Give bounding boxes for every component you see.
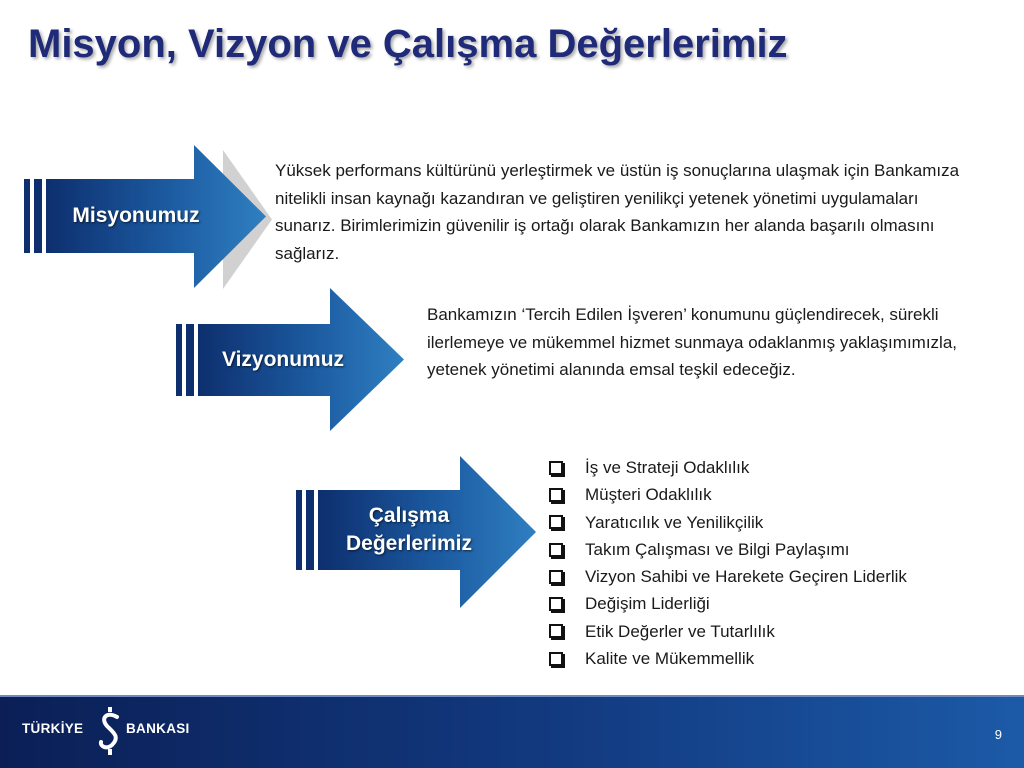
vision-label: Vizyonumuz <box>221 348 345 371</box>
checkbox-icon <box>549 570 563 584</box>
list-item <box>546 536 907 563</box>
values-arrow <box>296 456 541 608</box>
list-item <box>546 590 907 617</box>
checkbox-icon <box>549 515 563 529</box>
list-item-label: Yaratıcılık ve Yenilikçilik <box>585 512 764 532</box>
values-label <box>318 490 500 570</box>
vision-text: Bankamızın ‘Tercih Edilen İşveren’ konumunu güçlendirecek, sürekli ilerlemeye ve mükemmel hizmet sunmaya odaklanmış yaklaşımımızla, yetenek yönetimi alanında emsal teşkil edeceğiz. <box>427 305 958 379</box>
vision-arrow <box>176 288 416 431</box>
checkbox-icon <box>549 543 563 557</box>
list-item-label: Takım Çalışması ve Bilgi Paylaşımı <box>585 539 850 559</box>
list-item-label: Kalite ve Mükemmellik <box>585 649 755 669</box>
list-item-label: İş ve Strateji Odaklılık <box>585 458 750 477</box>
logo-text-right: BANKASI <box>126 721 190 736</box>
bank-emblem-icon <box>95 707 125 755</box>
list-item <box>546 481 907 508</box>
page-number: 9 <box>994 727 1002 742</box>
list-item <box>546 454 907 481</box>
list-item <box>546 618 907 645</box>
checkbox-icon <box>549 461 563 475</box>
footer-divider <box>0 695 1024 697</box>
checkbox-icon <box>549 597 563 611</box>
checkbox-icon <box>549 488 563 502</box>
list-item-label: Vizyon Sahibi ve Harekete Geçiren Liderlik <box>585 567 907 587</box>
list-item-label: Müşteri Odaklılık <box>585 485 712 505</box>
mission-text: Yüksek performans kültürünü yerleştirmek ve üstün iş sonuçlarına ulaşmak için Bankamıza nitelikli insan kaynağı kazandıran ve geliştiren yenilikçi yetenek yönetimi uygulamaları sunarız. Birimlerimizin güvenilir iş ortağı olarak Bankamızın her alanda başarılı olmasını sağlarız. <box>275 161 960 263</box>
page-title: Misyon, Vizyon ve Çalışma Değerlerimiz <box>28 22 788 66</box>
list-item-label: Değişim Liderliği <box>585 594 710 614</box>
checkbox-icon <box>549 652 563 666</box>
list-item <box>546 509 907 536</box>
values-label-line1: Çalışma <box>368 504 450 527</box>
values-list <box>546 454 907 672</box>
mission-label: Misyonumuz <box>72 204 200 227</box>
list-item-label: Etik Değerler ve Tutarlılık <box>585 621 775 641</box>
logo-text-left: TÜRKİYE <box>22 721 84 736</box>
footer-bar <box>0 695 1024 768</box>
list-item <box>546 563 907 590</box>
list-item <box>546 645 907 672</box>
checkbox-icon <box>549 624 563 638</box>
values-label-line2: Değerlerimiz <box>345 532 473 555</box>
mission-arrow <box>24 145 269 288</box>
